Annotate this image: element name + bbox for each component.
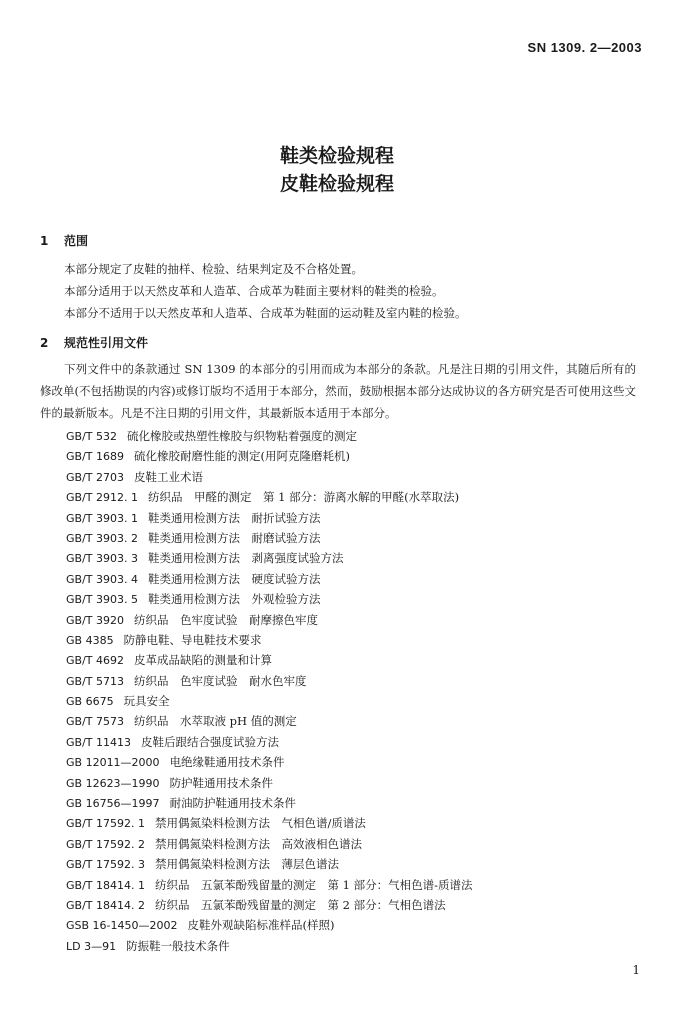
- reference-item: [66, 732, 473, 752]
- paragraph: 本部分规定了皮鞋的抽样、检验、结果判定及不合格处置。: [64, 262, 363, 276]
- section-title: 范围: [64, 234, 89, 248]
- reference-title: 皮鞋工业术语: [134, 469, 203, 484]
- reference-code: GB/T 7573: [66, 715, 124, 729]
- reference-title: 皮鞋后跟结合强度试验方法: [141, 734, 279, 749]
- reference-item: [66, 875, 473, 895]
- page-number: 1: [632, 963, 640, 977]
- reference-code: GB/T 3903. 2: [66, 531, 138, 545]
- section-number: 1: [40, 234, 49, 248]
- reference-item: [66, 487, 473, 507]
- reference-code: GB 6675: [66, 695, 114, 709]
- reference-title: 禁用偶氮染料检测方法 薄层色谱法: [154, 857, 339, 872]
- reference-title: 纺织品 水萃取液 pH 值的测定: [134, 714, 297, 729]
- reference-code: GB 12011—2000: [66, 756, 160, 770]
- reference-title: 电绝缘鞋通用技术条件: [169, 755, 285, 770]
- normative-intro: [40, 358, 636, 424]
- reference-item: [66, 569, 473, 589]
- reference-code: GB/T 1689: [66, 450, 124, 464]
- reference-title: 禁用偶氮染料检测方法 高效液相色谱法: [154, 836, 362, 851]
- paragraph: 下列文件中的条款通过 SN 1309 的本部分的引用而成为本部分的条款。凡是注日期的引用文件，其随后所有的修改单(不包括勘误的内容)或修订版均不适用于本部分，然而，鼓励根据本部分达成协议的各方研究是否可使用这些文件的最新版本。凡是不注日期的引用文件，其最新版本适用于本部分。: [40, 362, 636, 420]
- reference-title: 鞋类通用检测方法 耐磨试验方法: [147, 530, 321, 545]
- reference-title: 耐油防护鞋通用技术条件: [169, 796, 297, 811]
- reference-code: GB/T 3903. 3: [66, 552, 138, 566]
- reference-item: [66, 915, 473, 935]
- section-title: 规范性引用文件: [64, 336, 149, 350]
- reference-title: 硫化橡胶耐磨性能的测定(用阿克隆磨耗机): [134, 449, 350, 464]
- reference-title: 纺织品 五氯苯酚残留量的测定 第 1 部分：气相色谱-质谱法: [154, 877, 473, 892]
- reference-title: 纺织品 色牢度试验 耐水色牢度: [134, 673, 307, 688]
- reference-title: 皮革成品缺陷的测量和计算: [134, 653, 272, 668]
- reference-item: [66, 528, 473, 548]
- reference-item: [66, 671, 473, 691]
- reference-code: GB 4385: [66, 633, 114, 647]
- reference-code: GB/T 3920: [66, 613, 124, 627]
- reference-code: GB/T 11413: [66, 735, 131, 749]
- paragraph: 本部分适用于以天然皮革和人造革、合成革为鞋面主要材料的鞋类的检验。: [64, 284, 444, 298]
- reference-code: GB/T 17592. 2: [66, 837, 145, 851]
- reference-code: GB 12623—1990: [66, 776, 160, 790]
- reference-title: 鞋类通用检测方法 硬度试验方法: [147, 571, 321, 586]
- section-number: 2: [40, 336, 49, 350]
- scope-paragraphs: [40, 258, 636, 324]
- reference-item: [66, 793, 473, 813]
- reference-item: [66, 446, 473, 466]
- reference-item: [66, 589, 473, 609]
- reference-code: GB/T 17592. 1: [66, 817, 145, 831]
- reference-title: 防静电鞋、导电鞋技术要求: [123, 632, 262, 647]
- reference-list: [66, 426, 473, 956]
- reference-title: 禁用偶氮染料检测方法 气相色谱/质谱法: [154, 816, 366, 831]
- reference-item: [66, 508, 473, 528]
- reference-code: GB 16756—1997: [66, 797, 160, 811]
- section-heading-scope: [40, 232, 88, 249]
- reference-item: [66, 854, 473, 874]
- reference-item: [66, 548, 473, 568]
- reference-code: GB/T 2912. 1: [66, 491, 138, 505]
- reference-code: GB/T 5713: [66, 674, 124, 688]
- reference-item: [66, 773, 473, 793]
- reference-item: [66, 630, 473, 650]
- reference-title: 纺织品 甲醛的测定 第 1 部分：游离水解的甲醛(水萃取法): [147, 490, 460, 505]
- reference-item: [66, 711, 473, 731]
- reference-code: GB/T 2703: [66, 470, 124, 484]
- reference-item: [66, 650, 473, 670]
- reference-title: 鞋类通用检测方法 剥离强度试验方法: [147, 551, 344, 566]
- title-block: [0, 142, 674, 198]
- reference-code: GB/T 18414. 1: [66, 878, 145, 892]
- section-heading-normative-references: [40, 334, 148, 351]
- reference-item: [66, 752, 473, 772]
- reference-code: GSB 16-1450—2002: [66, 919, 178, 933]
- reference-title: 防振鞋一般技术条件: [126, 938, 230, 953]
- reference-title: 纺织品 色牢度试验 耐摩擦色牢度: [134, 612, 318, 627]
- reference-title: 鞋类通用检测方法 耐折试验方法: [147, 510, 321, 525]
- paragraph: 本部分不适用于以天然皮革和人造革、合成革为鞋面的运动鞋及室内鞋的检验。: [64, 306, 467, 320]
- reference-code: GB/T 3903. 5: [66, 593, 138, 607]
- reference-item: [66, 426, 473, 446]
- reference-code: GB/T 4692: [66, 654, 124, 668]
- reference-item: [66, 834, 473, 854]
- reference-title: 硫化橡胶或热塑性橡胶与织物粘着强度的测定: [127, 429, 357, 443]
- title-line-2: 皮鞋检验规程: [279, 173, 394, 195]
- reference-code: GB/T 17592. 3: [66, 858, 145, 872]
- reference-item: [66, 691, 473, 711]
- reference-item: [66, 610, 473, 630]
- reference-code: LD 3—91: [66, 939, 117, 953]
- title-line-1: 鞋类检验规程: [279, 145, 394, 167]
- reference-item: [66, 936, 473, 956]
- reference-code: GB/T 3903. 4: [66, 572, 138, 586]
- reference-title: 玩具安全: [123, 694, 170, 709]
- reference-item: [66, 467, 473, 487]
- reference-code: GB/T 18414. 2: [66, 898, 145, 912]
- reference-title: 皮鞋外观缺陷标准样品(样照): [187, 918, 335, 933]
- reference-code: GB/T 532: [66, 430, 117, 443]
- reference-title: 防护鞋通用技术条件: [169, 775, 274, 790]
- reference-title: 鞋类通用检测方法 外观检验方法: [147, 592, 321, 607]
- reference-code: GB/T 3903. 1: [66, 511, 138, 525]
- reference-title: 纺织品 五氯苯酚残留量的测定 第 2 部分：气相色谱法: [154, 897, 446, 912]
- reference-item: [66, 813, 473, 833]
- reference-item: [66, 895, 473, 915]
- document-number: SN 1309. 2—2003: [527, 40, 642, 55]
